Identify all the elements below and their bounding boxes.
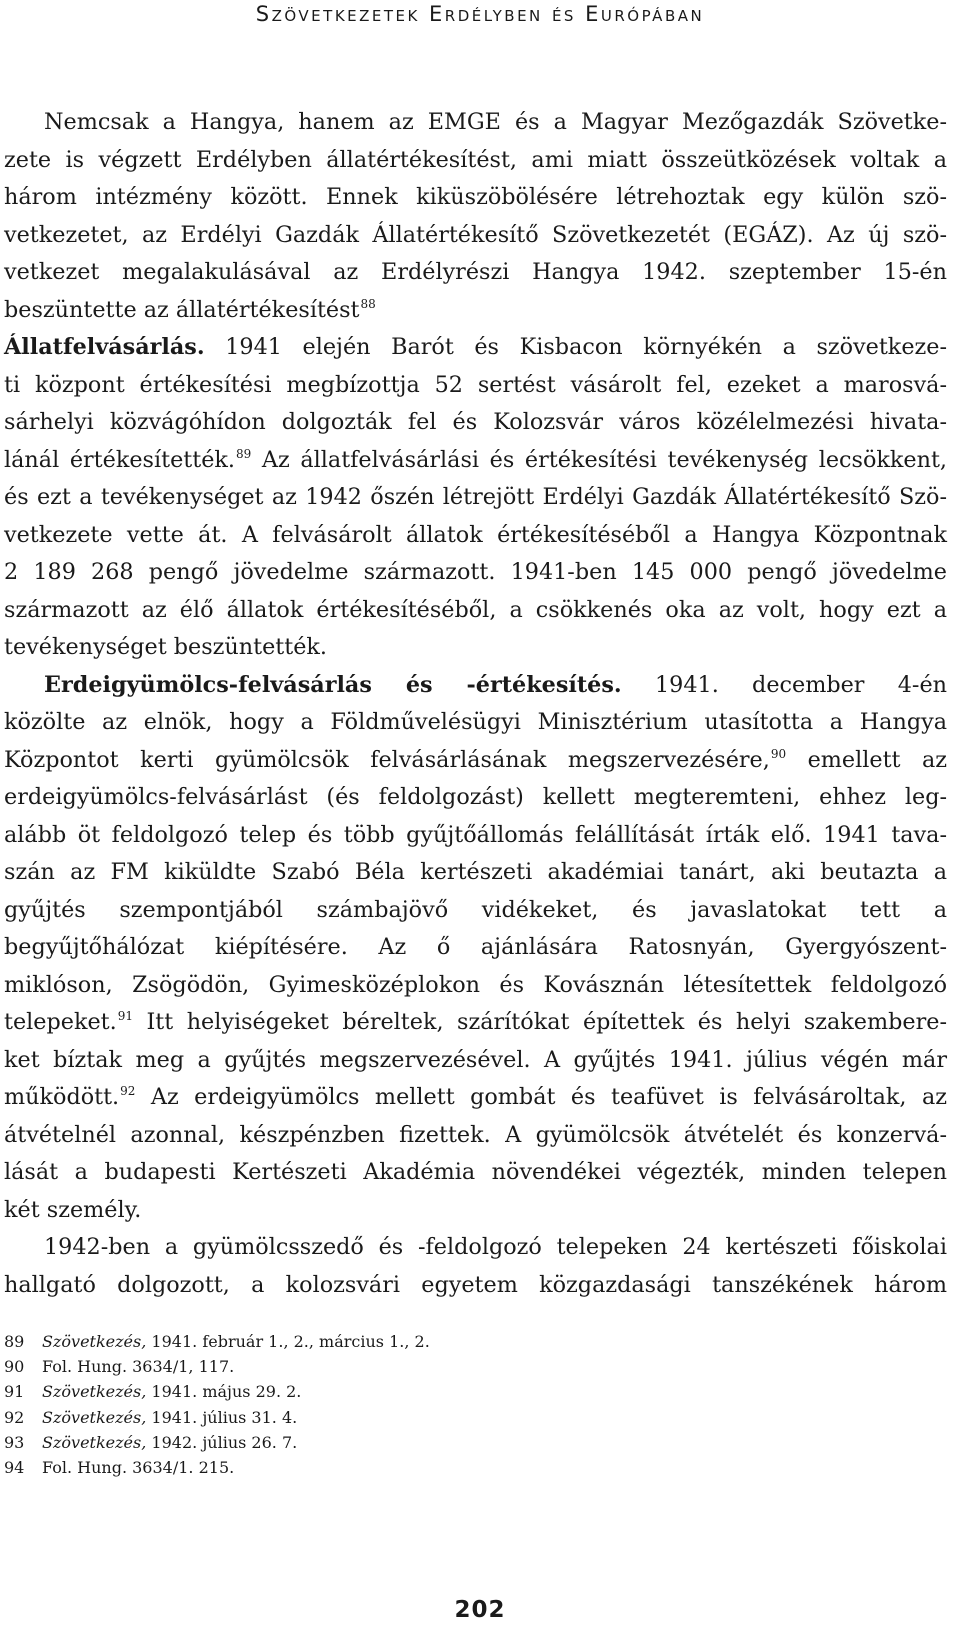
- text-line: átvételnél azonnal, készpénzben fizettek. A gyümölcsök átvételét és konzervá-: [4, 1121, 947, 1148]
- footnote-ref-90: 90: [770, 746, 787, 761]
- footnote: 92 Szövetkezés, 1941. július 31. 4.: [4, 1407, 298, 1427]
- text-line: szán az FM kiküldte Szabó Béla kertészeti akadémiai tanárt, aki beutazta a: [4, 859, 947, 885]
- text-line: vetkezet megalakulásával az Erdélyrészi Hangya 1942. szeptember 15-én: [4, 259, 947, 285]
- footnote: 89 Szövetkezés, 1941. február 1., 2., március 1., 2.: [4, 1332, 430, 1351]
- footnote-ref-89: 89: [236, 446, 252, 461]
- footnotes: [4, 1329, 934, 1480]
- text-line: zete is végzett Erdélyben állatértékesítést, ami miatt összeütközések voltak a: [4, 146, 947, 173]
- text-line: sárhelyi közvágóhídon dolgozták fel és Kolozsvár város közélelmezési hivata-: [4, 409, 947, 435]
- text-line: három intézmény között. Ennek kiküszöbölésére létrehoztak egy külön szö-: [4, 184, 947, 210]
- body-text: [4, 104, 947, 1304]
- text-line: gyűjtés szempontjából számbajövő vidékeket, és javaslatokat tett a: [4, 896, 947, 923]
- footnote-ref-88: 88: [360, 296, 376, 311]
- section-heading-forest-fruit: Erdeigyümölcs-felvásárlás és -értékesítés.: [44, 671, 622, 698]
- text-line: 1942-ben a gyümölcsszedő és -feldolgozó telepeken 24 kertészeti főiskolai: [44, 1234, 947, 1260]
- running-header: Szövetkezetek Erdélyben és Európában: [255, 2, 705, 26]
- footnote-ref-92: 92: [120, 1084, 136, 1098]
- text-line: Nemcsak a Hangya, hanem az EMGE és a Magyar Mezőgazdák Szövetke-: [44, 109, 947, 135]
- text-line: vetkezetet, az Erdélyi Gazdák Állatértékesítő Szövetkezetét (EGÁZ). Az új szö-: [4, 221, 947, 248]
- text-line: 2 189 268 pengő jövedelme származott. 1941-ben 145 000 pengő jövedelme: [4, 559, 947, 585]
- text-line: begyűjtőhálózat kiépítésére. Az ő ajánlására Ratosnyán, Gyergyószent-: [4, 934, 947, 960]
- text-line: beszüntette az állatértékesítést$^{88}$: [4, 296, 376, 323]
- text-line: és ezt a tevékenységet az 1942 őszén létrejött Erdélyi Gazdák Állatértékesítő Szö-: [4, 484, 947, 510]
- text-line: Erdeigyümölcs-felvásárlás és -értékesítés. 1941. december 4-én: [44, 671, 948, 698]
- text-line: tevékenységet beszüntették.: [4, 634, 328, 660]
- footnote: 91 Szövetkezés, 1941. május 29. 2.: [4, 1382, 302, 1402]
- text-line: miklóson, Zsögödön, Gyimesközéplokon és Kovásznán létesítettek feldolgozó: [4, 971, 947, 998]
- text-line: ti központ értékesítési megbízottja 52 sertést vásárolt fel, ezeket a marosvá-: [4, 371, 947, 398]
- text-line: lánál értékesítették.$^{89}$ Az állatfelvásárlási és értékesítési tevékenység lecsökkent,: [4, 446, 947, 473]
- text-line: közölte az elnök, hogy a Földművelésügyi Minisztérium utasította a Hangya: [4, 709, 947, 735]
- page-number: 202: [454, 1597, 506, 1623]
- text-line: Állatfelvásárlás. 1941 elején Barót és Kisbacon környékén a szövetkeze-: [4, 334, 947, 360]
- footnote: 94 Fol. Hung. 3634/1. 215.: [4, 1457, 235, 1477]
- text-line: erdeigyümölcs-felvásárlást (és feldolgozást) kellett megteremteni, ehhez leg-: [4, 784, 947, 810]
- text-line: két személy.: [4, 1196, 142, 1223]
- text-line: működött.$^{92}$ Az erdeigyümölcs mellett gombát és teafüvet is felvásároltak, az: [4, 1084, 947, 1110]
- section-heading-livestock: Állatfelvásárlás.: [4, 334, 205, 360]
- text-line: származott az élő állatok értékesítéséből, a csökkenés oka az volt, hogy ezt a: [4, 596, 947, 623]
- footnote-ref-91: 91: [117, 1009, 133, 1023]
- text-line: alább öt feldolgozó telep és több gyűjtőállomás felállítását írták elő. 1941 tava-: [4, 821, 947, 848]
- text-line: lását a budapesti Kertészeti Akadémia növendékei végezték, minden telepen: [4, 1159, 947, 1185]
- text-line: telepeket.$^{91}$ Itt helyiségeket béreltek, szárítókat építettek és helyi szakembere-: [4, 1009, 947, 1035]
- footnote: 93 Szövetkezés, 1942. július 26. 7.: [4, 1432, 298, 1452]
- text-line: ket bíztak meg a gyűjtés megszervezésével. A gyűjtés 1941. július végén már: [4, 1046, 947, 1073]
- text-line: vetkezete vette át. A felvásárolt állatok értékesítéséből a Hangya Központnak: [4, 521, 947, 548]
- footnote: 90 Fol. Hung. 3634/1, 117.: [4, 1357, 235, 1377]
- text-line: Központot kerti gyümölcsök felvásárlásának megszervezésére,$^{90}$ emellett az: [4, 746, 947, 773]
- text-line: hallgató dolgozott, a kolozsvári egyetem közgazdasági tanszékének három: [4, 1271, 947, 1298]
